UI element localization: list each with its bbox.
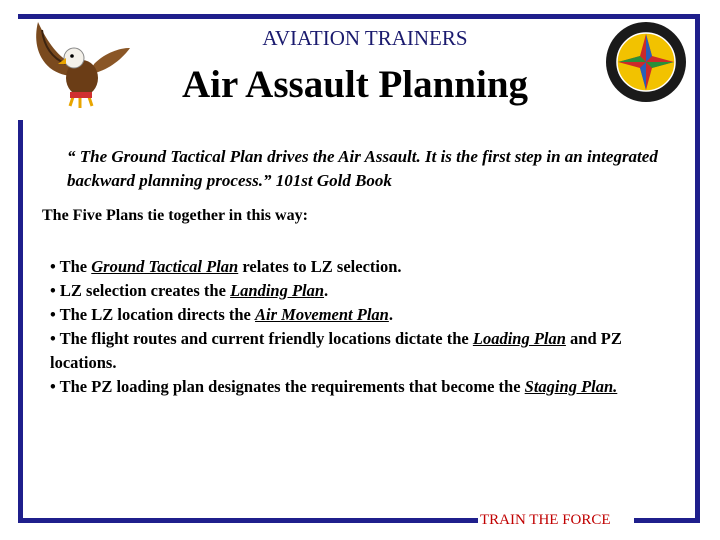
frame-bottom-border-right <box>634 518 700 523</box>
plan-term: Landing Plan <box>230 281 325 300</box>
quote-text: “ The Ground Tactical Plan drives the Air Assault. It is the first step in an integrated backward planning process.” 101st Gold Book <box>67 147 658 190</box>
footer-slogan: TRAIN THE FORCE <box>480 512 611 528</box>
bullet-item: • The Ground Tactical Plan relates to LZ selection. <box>50 257 402 276</box>
bullet-list <box>50 255 690 399</box>
frame-bottom-border-left <box>18 518 478 523</box>
plan-term: Staging Plan. <box>524 377 618 396</box>
plan-term: Loading Plan <box>472 329 566 348</box>
header-subtitle: AVIATION TRAINERS <box>262 26 468 50</box>
plan-term: Air Movement Plan <box>255 305 389 324</box>
page-title: Air Assault Planning <box>181 63 529 106</box>
bullet-item: • The flight routes and current friendly locations dictate the Loading Plan and PZ locations. <box>50 329 622 372</box>
bullet-item: • LZ selection creates the Landing Plan. <box>50 281 329 300</box>
plan-term: Ground Tactical Plan <box>91 257 239 276</box>
frame-left-border <box>18 120 23 523</box>
bullet-item: • The PZ loading plan designates the requirements that become the Staging Plan. <box>50 377 618 396</box>
intro-text: The Five Plans tie together in this way: <box>42 207 308 224</box>
bullet-item: • The LZ location directs the Air Movement Plan. <box>50 305 393 324</box>
